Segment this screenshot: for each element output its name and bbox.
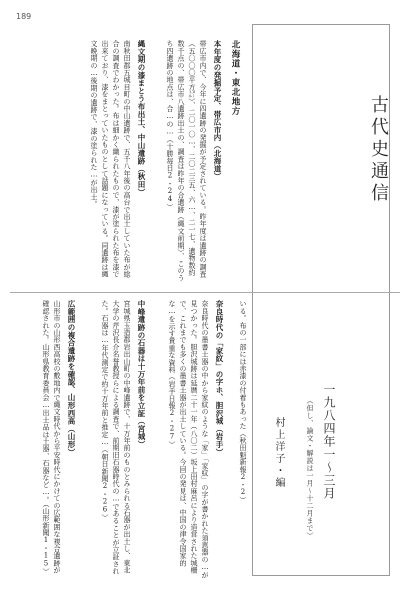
article-body: いる。布の一部には赤漆の付着もあった（秋田魁新報2・2） bbox=[239, 300, 247, 504]
title-box bbox=[252, 24, 390, 576]
period: 一九八四年一〜三月 bbox=[322, 383, 336, 500]
page-title: 古代史通信 bbox=[368, 95, 389, 205]
section-divider bbox=[10, 292, 400, 293]
article-body: 奈良時代の墨書土器の中から家紋のような「家」「家紋」の字が書かれた須恵器の…が見つかった。胆沢城跡は延暦二十一年（八〇二）坂上田村麻呂により造営された城柵で、これまでも多くの墨書土器が出土している。今回の発見は、中国の律令国家的な…を示す貴重な資料（岩手日報2・27） bbox=[168, 300, 209, 579]
article-body: 山形市の山形西高校の敷地内で縄文時代から平安時代にかけての広範囲な複合遺跡が確認された。山形県教育委員会…出土品は土器、石器など…。（山形新聞1・15） bbox=[42, 300, 61, 576]
article-heading: 奈良時代の「家紋」の字ホ、胆沢城（岩手） bbox=[215, 300, 224, 456]
article-heading: 本年度の発掘予定、帯広市内（北海道） bbox=[213, 40, 222, 181]
article-heading: 縄文期の漆まとう布出土、中山遺跡（秋田） bbox=[137, 40, 146, 196]
article-body: 宮城県玉造郡岩出山町の中峰遺跡で、十万年前のものとみられる石器が出土し、東北大学の芹沢長介名誉教授らによる調査で、前期旧石器時代の…であることが立証された。石器は…年代測定で約十万年前と推定…（朝日新聞2・26） bbox=[101, 300, 131, 575]
period-note: （但し、論文・解説は一月〜十二月まで） bbox=[306, 397, 314, 540]
article-body: 南秋田郡五城目町の中山遺跡で、五千八年後の高台で出土していた布が総合の調査でわかった。布は細かく織られたもので、漆が塗られた布を漆で出来ており、漆をまとっていたものとして話題になっている。同遺跡は縄文晩期の…後期の遺跡で、漆の塗られた…が出土。 bbox=[90, 40, 131, 278]
article-heading: 広範囲の複合遺跡を確認、山形西高（山形） bbox=[67, 300, 76, 456]
editor: 村上洋子・編 bbox=[273, 417, 284, 489]
article-heading: 中峰遺跡の石器は十万年前を立証（宮城） bbox=[137, 300, 146, 449]
article-body: 帯広市内で、今年に四遺跡の発掘が予定されている。昨年度は遺跡の調査（五〇〇〇平方㍍）、二〇一〇…、二〇二三五、六…、二一七、遺物数約数千点の、帯広市八遺跡出土の、調査は昨年の合遺跡（縄文前期）、このうち四遺跡の地点は、合…の…（十勝毎日2・24） bbox=[166, 40, 207, 282]
page-number: 189 bbox=[16, 12, 32, 21]
region-heading: 北海道・東北地方 bbox=[230, 40, 240, 116]
